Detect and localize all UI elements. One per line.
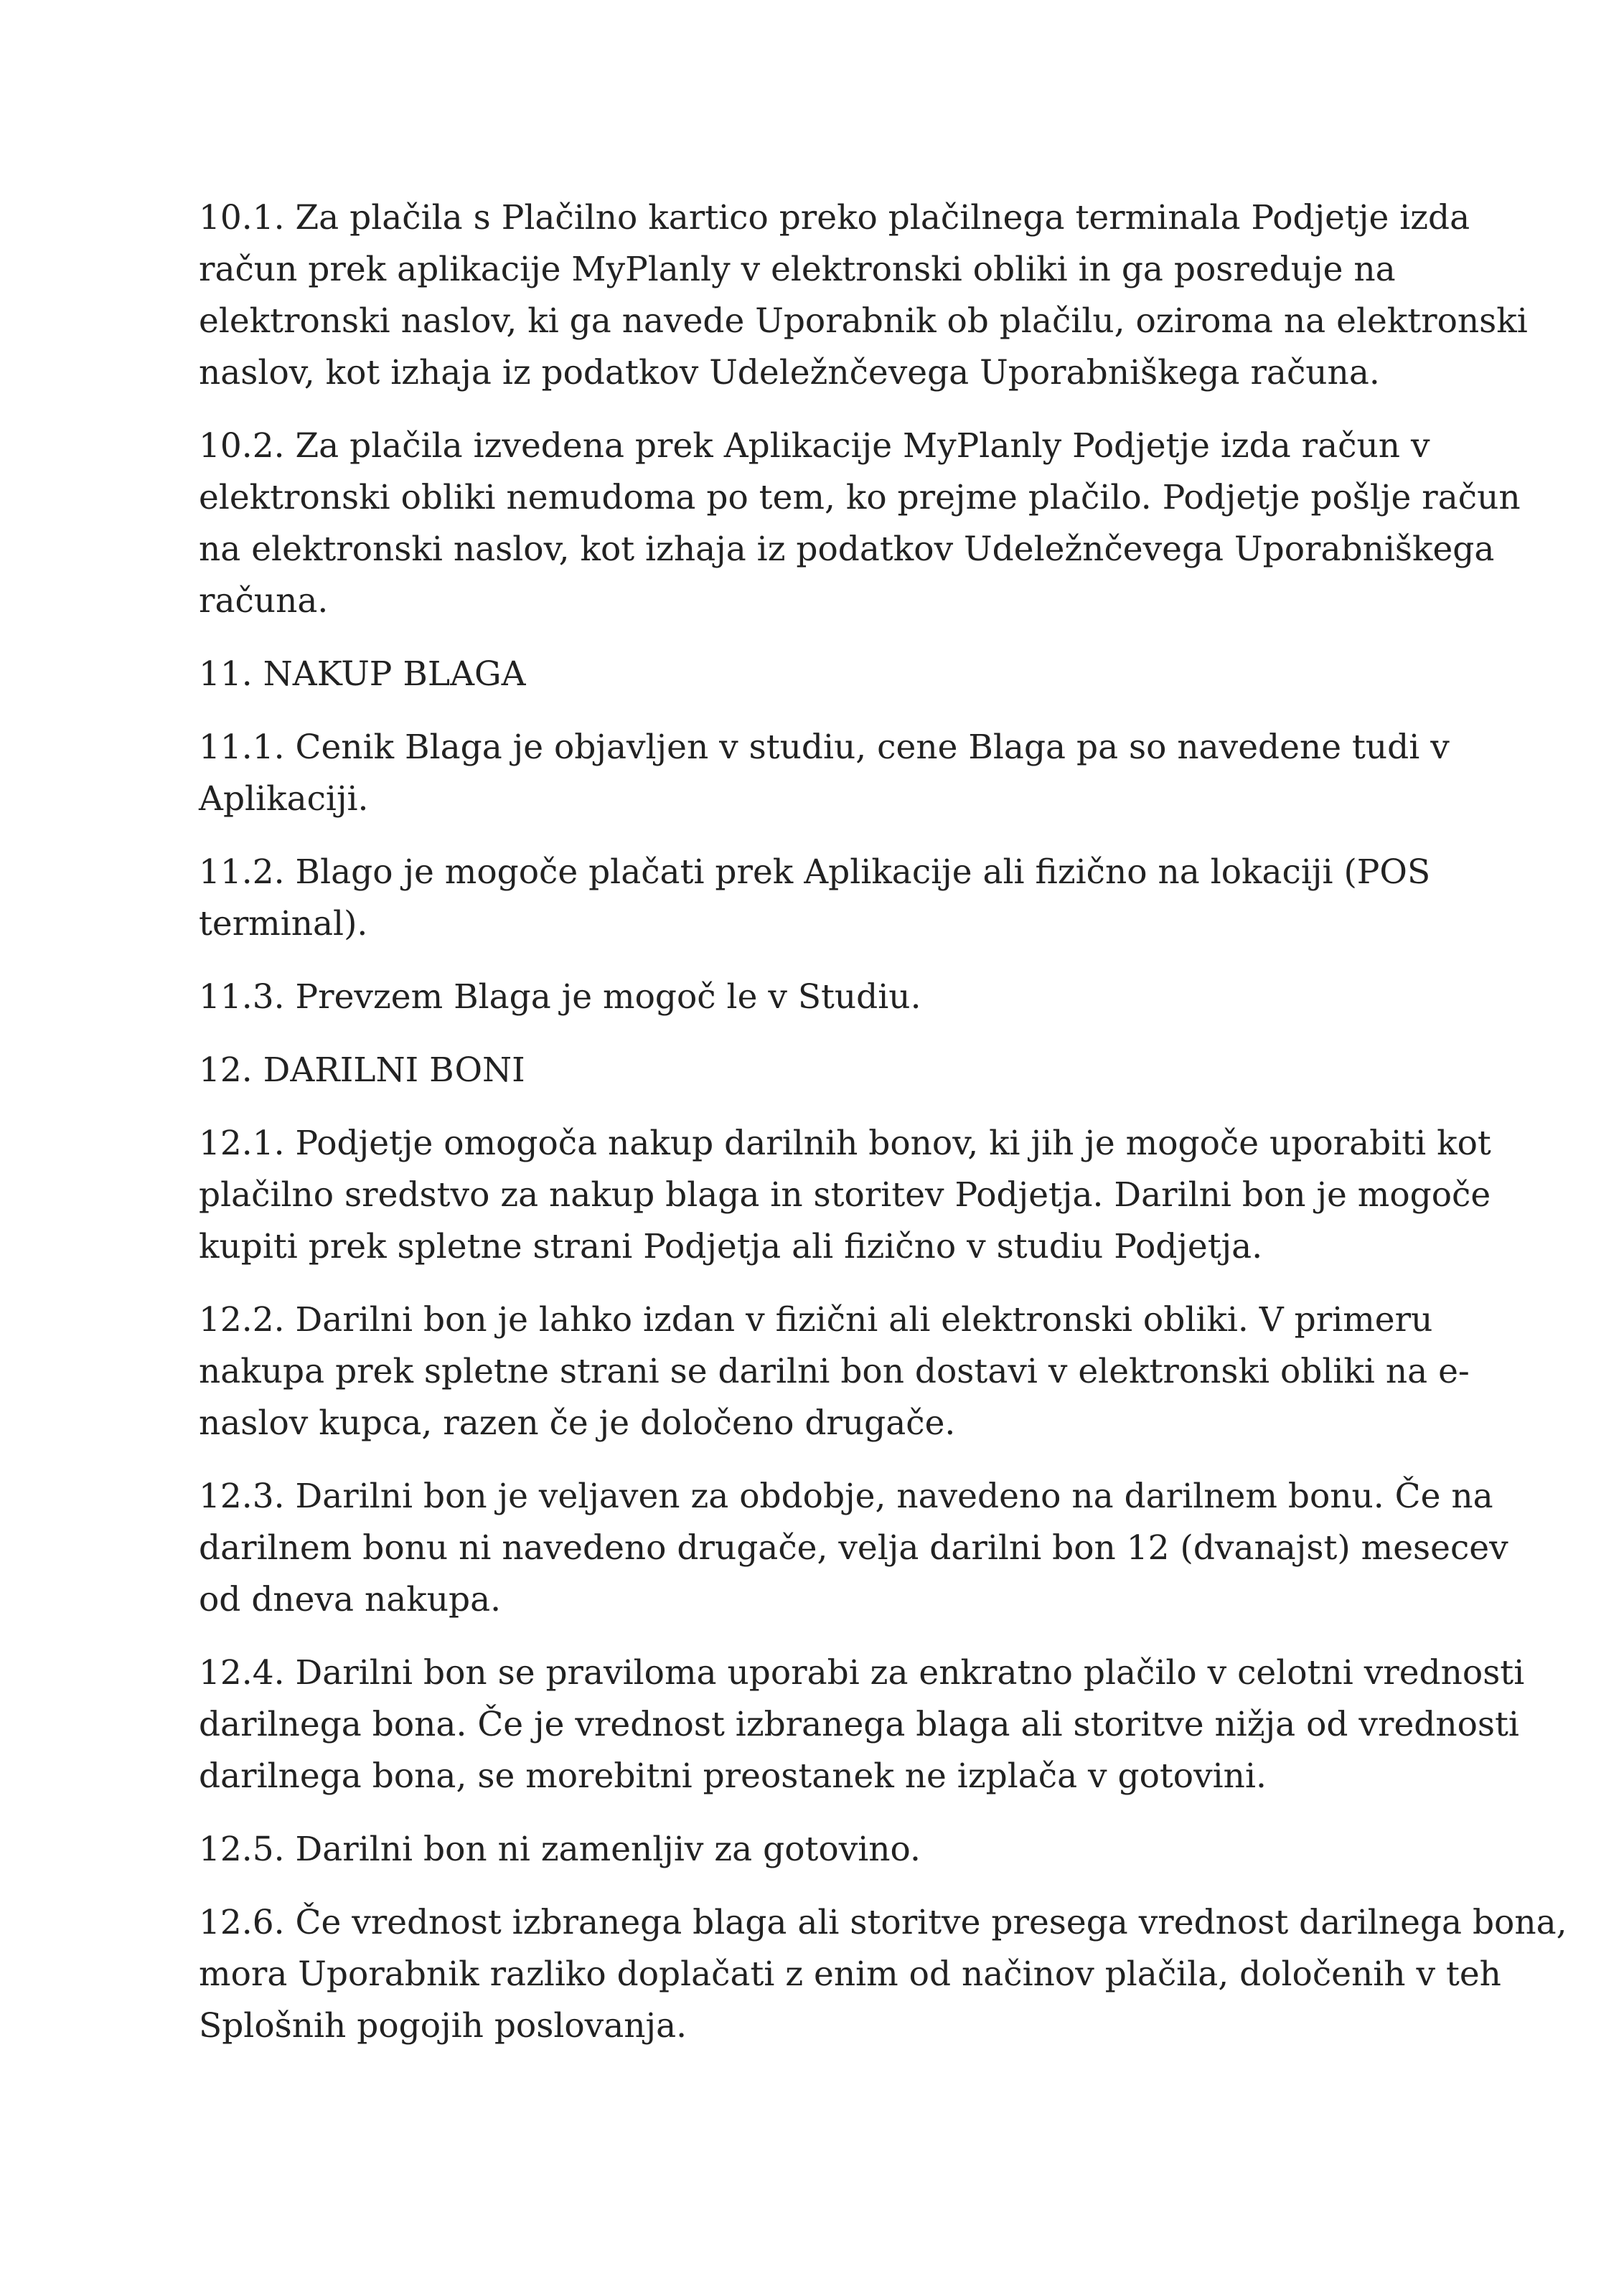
text-line: 12.1. Podjetje omogoča nakup darilnih bonov, ki jih je mogoče uporabiti kot: [199, 1124, 1491, 1163]
text-line: naslov kupca, razen če je določeno drugače.: [199, 1403, 956, 1443]
paragraph: [199, 1647, 1525, 1802]
text-line: 12.2. Darilni bon je lahko izdan v fizični ali elektronski obliki. V primeru: [199, 1300, 1433, 1340]
paragraph: [199, 847, 1462, 950]
paragraph: [199, 1294, 1470, 1449]
text-line: 11.1. Cenik Blaga je objavljen v studiu, cene Blaga pa so navedene tudi v: [199, 728, 1450, 767]
text-line: 12.6. Če vrednost izbranega blaga ali storitve presega vrednost darilnega bona,: [199, 1903, 1567, 1942]
text-line: Splošnih pogojih poslovanja.: [199, 2006, 687, 2046]
text-line: nakupa prek spletne strani se darilni bon dostavi v elektronski obliki na e-: [199, 1352, 1470, 1391]
text-line: plačilno sredstvo za nakup blaga in storitev Podjetja. Darilni bon je mogoče: [199, 1175, 1491, 1215]
text-line: 11.3. Prevzem Blaga je mogoč le v Studiu.: [199, 977, 921, 1017]
text-line: 12.4. Darilni bon se praviloma uporabi za enkratno plačilo v celotni vrednosti: [199, 1653, 1525, 1693]
paragraph: [199, 1118, 1491, 1273]
text-line: računa.: [199, 581, 329, 621]
text-line: 11.2. Blago je mogoče plačati prek Aplikacije ali fizično na lokaciji (POS: [199, 852, 1431, 892]
text-line: 12.3. Darilni bon je veljaven za obdobje, navedeno na darilnem bonu. Če na: [199, 1477, 1493, 1516]
document-body: [199, 192, 1567, 2074]
text-line: darilnega bona, se morebitni preostanek ne izplača v gotovini.: [199, 1756, 1267, 1796]
text-line: 10.1. Za plačila s Plačilno kartico preko plačilnega terminala Podjetje izda: [199, 198, 1470, 237]
paragraph: [199, 722, 1462, 825]
text-line: Aplikaciji.: [199, 779, 369, 819]
text-line: elektronski obliki nemudoma po tem, ko prejme plačilo. Podjetje pošlje račun: [199, 478, 1521, 517]
paragraph: [199, 971, 1462, 1023]
paragraph: [199, 1045, 1462, 1096]
text-line: mora Uporabnik razliko doplačati z enim od načinov plačila, določenih v teh: [199, 1954, 1501, 1994]
text-line: 12. DARILNI BONI: [199, 1050, 525, 1090]
text-line: 11. NAKUP BLAGA: [199, 654, 526, 694]
text-line: na elektronski naslov, kot izhaja iz podatkov Udeležnčevega Uporabniškega: [199, 530, 1495, 569]
text-line: račun prek aplikacije MyPlanly v elektronski obliki in ga posreduje na: [199, 250, 1396, 289]
text-line: kupiti prek spletne strani Podjetja ali fizično v studiu Podjetja.: [199, 1227, 1263, 1266]
paragraph: [199, 1897, 1567, 2052]
text-line: darilnega bona. Če je vrednost izbranega blaga ali storitve nižja od vrednosti: [199, 1705, 1519, 1744]
text-line: naslov, kot izhaja iz podatkov Udeležnčevega Uporabniškega računa.: [199, 353, 1380, 392]
paragraph: [199, 1824, 1462, 1876]
text-line: terminal).: [199, 904, 368, 944]
paragraph: [199, 649, 1462, 700]
text-line: 10.2. Za plačila izvedena prek Aplikacije MyPlanly Podjetje izda račun v: [199, 426, 1430, 466]
text-line: 12.5. Darilni bon ni zamenljiv za gotovino.: [199, 1830, 921, 1869]
text-line: od dneva nakupa.: [199, 1580, 502, 1619]
paragraph: [199, 420, 1521, 627]
paragraph: [199, 192, 1528, 399]
paragraph: [199, 1471, 1508, 1626]
text-line: elektronski naslov, ki ga navede Uporabnik ob plačilu, oziroma na elektronski: [199, 301, 1528, 341]
text-line: darilnem bonu ni navedeno drugače, velja darilni bon 12 (dvanajst) mesecev: [199, 1528, 1508, 1568]
